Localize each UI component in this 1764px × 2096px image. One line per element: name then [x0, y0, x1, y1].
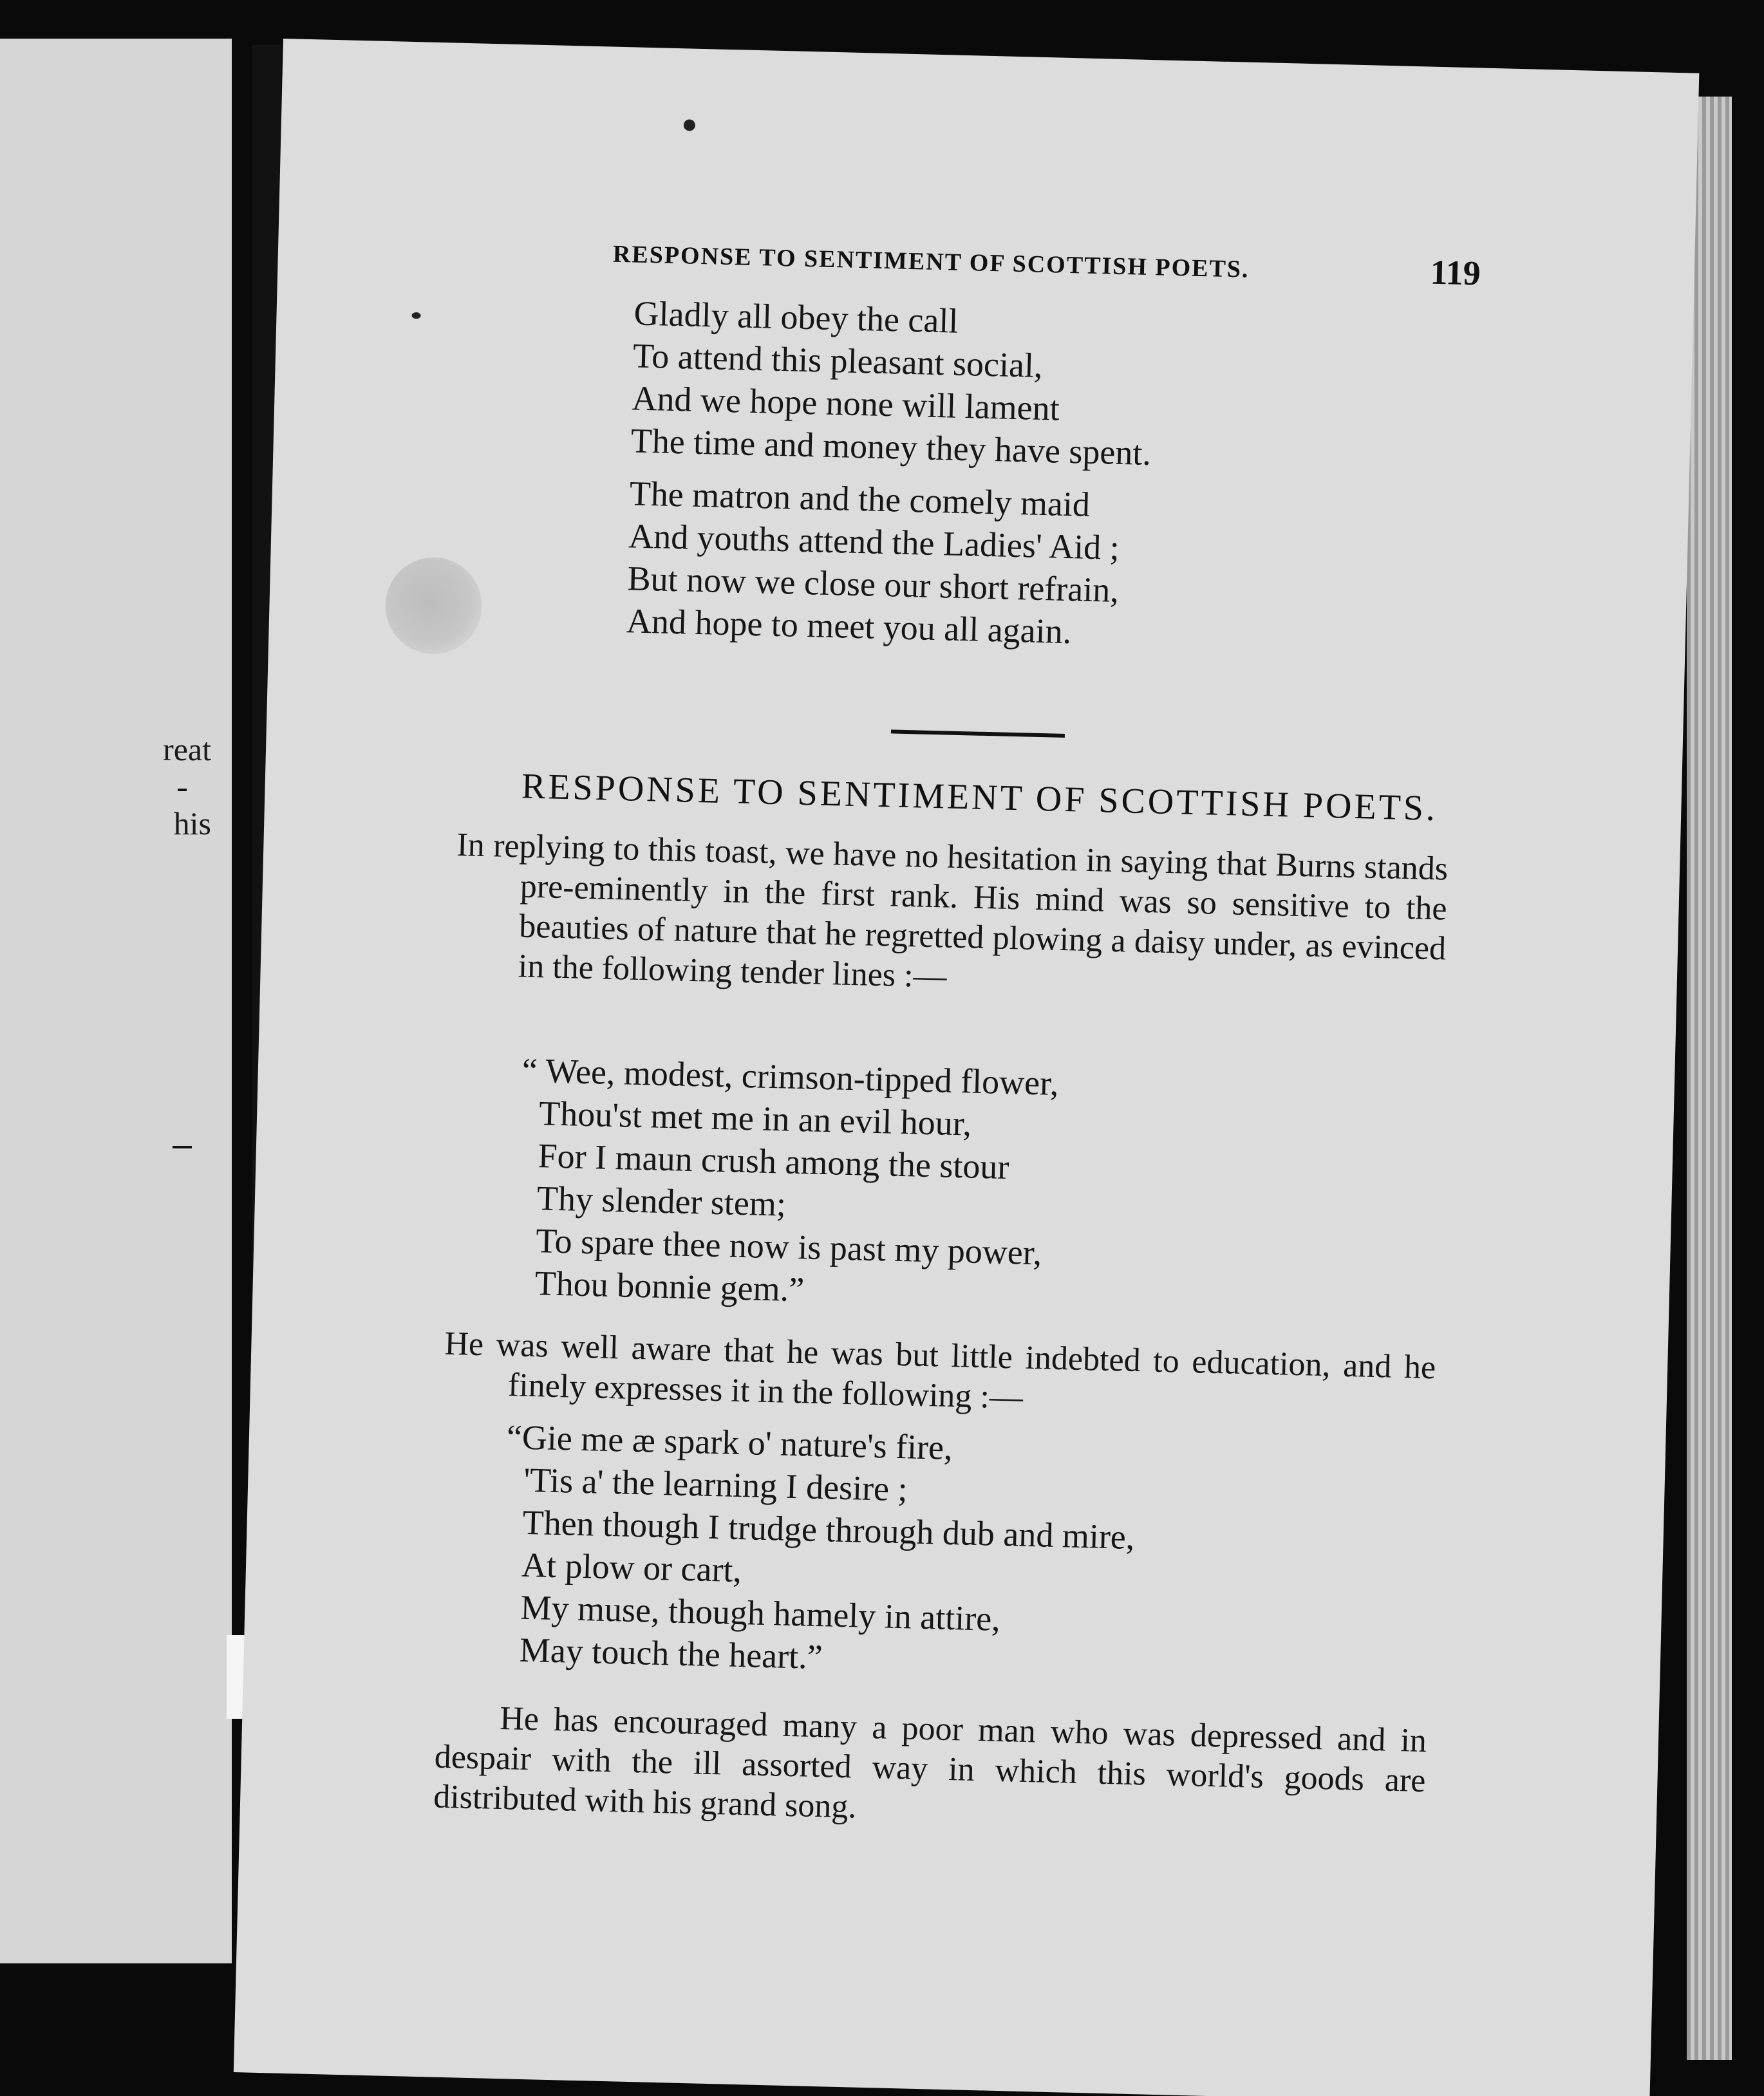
previous-page-edge [0, 39, 232, 1963]
poem-line: “ Wee, modest, crimson-tipped flower, [521, 1051, 1060, 1103]
poem-line: To spare thee now is past my power, [535, 1221, 1042, 1273]
body-paragraph [443, 1324, 1436, 1428]
poem-line: My muse, though hamely in attire, [520, 1587, 1001, 1638]
print-mark [178, 789, 187, 791]
verse-stanza [626, 472, 1121, 654]
verse-line: To attend this pleasant social, [632, 336, 1044, 385]
poem-line: Then though I trudge through dub and mire, [522, 1502, 1136, 1557]
paragraph-text: He has encouraged many a poor man who was depressed and in despair with the ill assorted way in which this world's goods are distributed with his grand song. [433, 1700, 1427, 1826]
poem-line: At plow or cart, [521, 1545, 742, 1590]
poem-line: Thy slender stem; [536, 1179, 787, 1224]
verse-stanza [630, 292, 1154, 474]
page-stack-edge [1687, 97, 1732, 2060]
verse-line: The matron and the comely maid [629, 474, 1091, 524]
verse-line: But now we close our short refrain, [626, 559, 1120, 610]
print-mark [173, 1146, 192, 1148]
paragraph-text: He was well aware that he was but little indebted to education, and he finely expresses it in the following :— [444, 1325, 1436, 1416]
poem-line: Thou bonnie gem.” [534, 1264, 805, 1309]
section-heading: RESPONSE TO SENTIMENT OF SCOTTISH POETS. [521, 766, 1438, 829]
poem-line: 'Tis a' the learning I desire ; [523, 1460, 908, 1509]
verse-line: And we hope none will lament [631, 379, 1060, 428]
previous-page-fragment: his [173, 805, 211, 841]
poem-line: For I maun crush among the stour [537, 1136, 1010, 1187]
verse-line: The time and money they have spent. [630, 421, 1152, 473]
running-head: RESPONSE TO SENTIMENT OF SCOTTISH POETS. [612, 240, 1250, 283]
page-number: 119 [1429, 252, 1481, 293]
verse-line: Gladly all obey the call [633, 294, 959, 341]
water-stain [384, 556, 483, 655]
poem-line: Thou'st met me in an evil hour, [538, 1094, 972, 1143]
previous-page-fragment: reat [163, 731, 211, 767]
verse-line: And hope to meet you all again. [626, 601, 1072, 651]
book-page [234, 39, 1700, 2096]
section-divider [891, 729, 1065, 738]
quoted-poem [501, 1416, 1137, 1686]
poem-line: “Gie me æ spark o' nature's fire, [506, 1418, 953, 1468]
poem-line: May touch the heart.” [519, 1630, 823, 1677]
quoted-poem [516, 1049, 1059, 1317]
paragraph-text: In replying to this toast, we have no hesitation in saying that Burns stands pre-eminently in the first rank. His mind was so sensitive to the beauties of nature that he regretted plowing a daisy under, as evinced in the following tender lines :— [456, 826, 1449, 995]
body-paragraph [433, 1698, 1427, 1842]
ink-speck [411, 312, 420, 319]
ink-speck [684, 119, 695, 131]
verse-line: And youths attend the Ladies' Aid ; [628, 516, 1120, 567]
body-paragraph [453, 825, 1449, 1009]
